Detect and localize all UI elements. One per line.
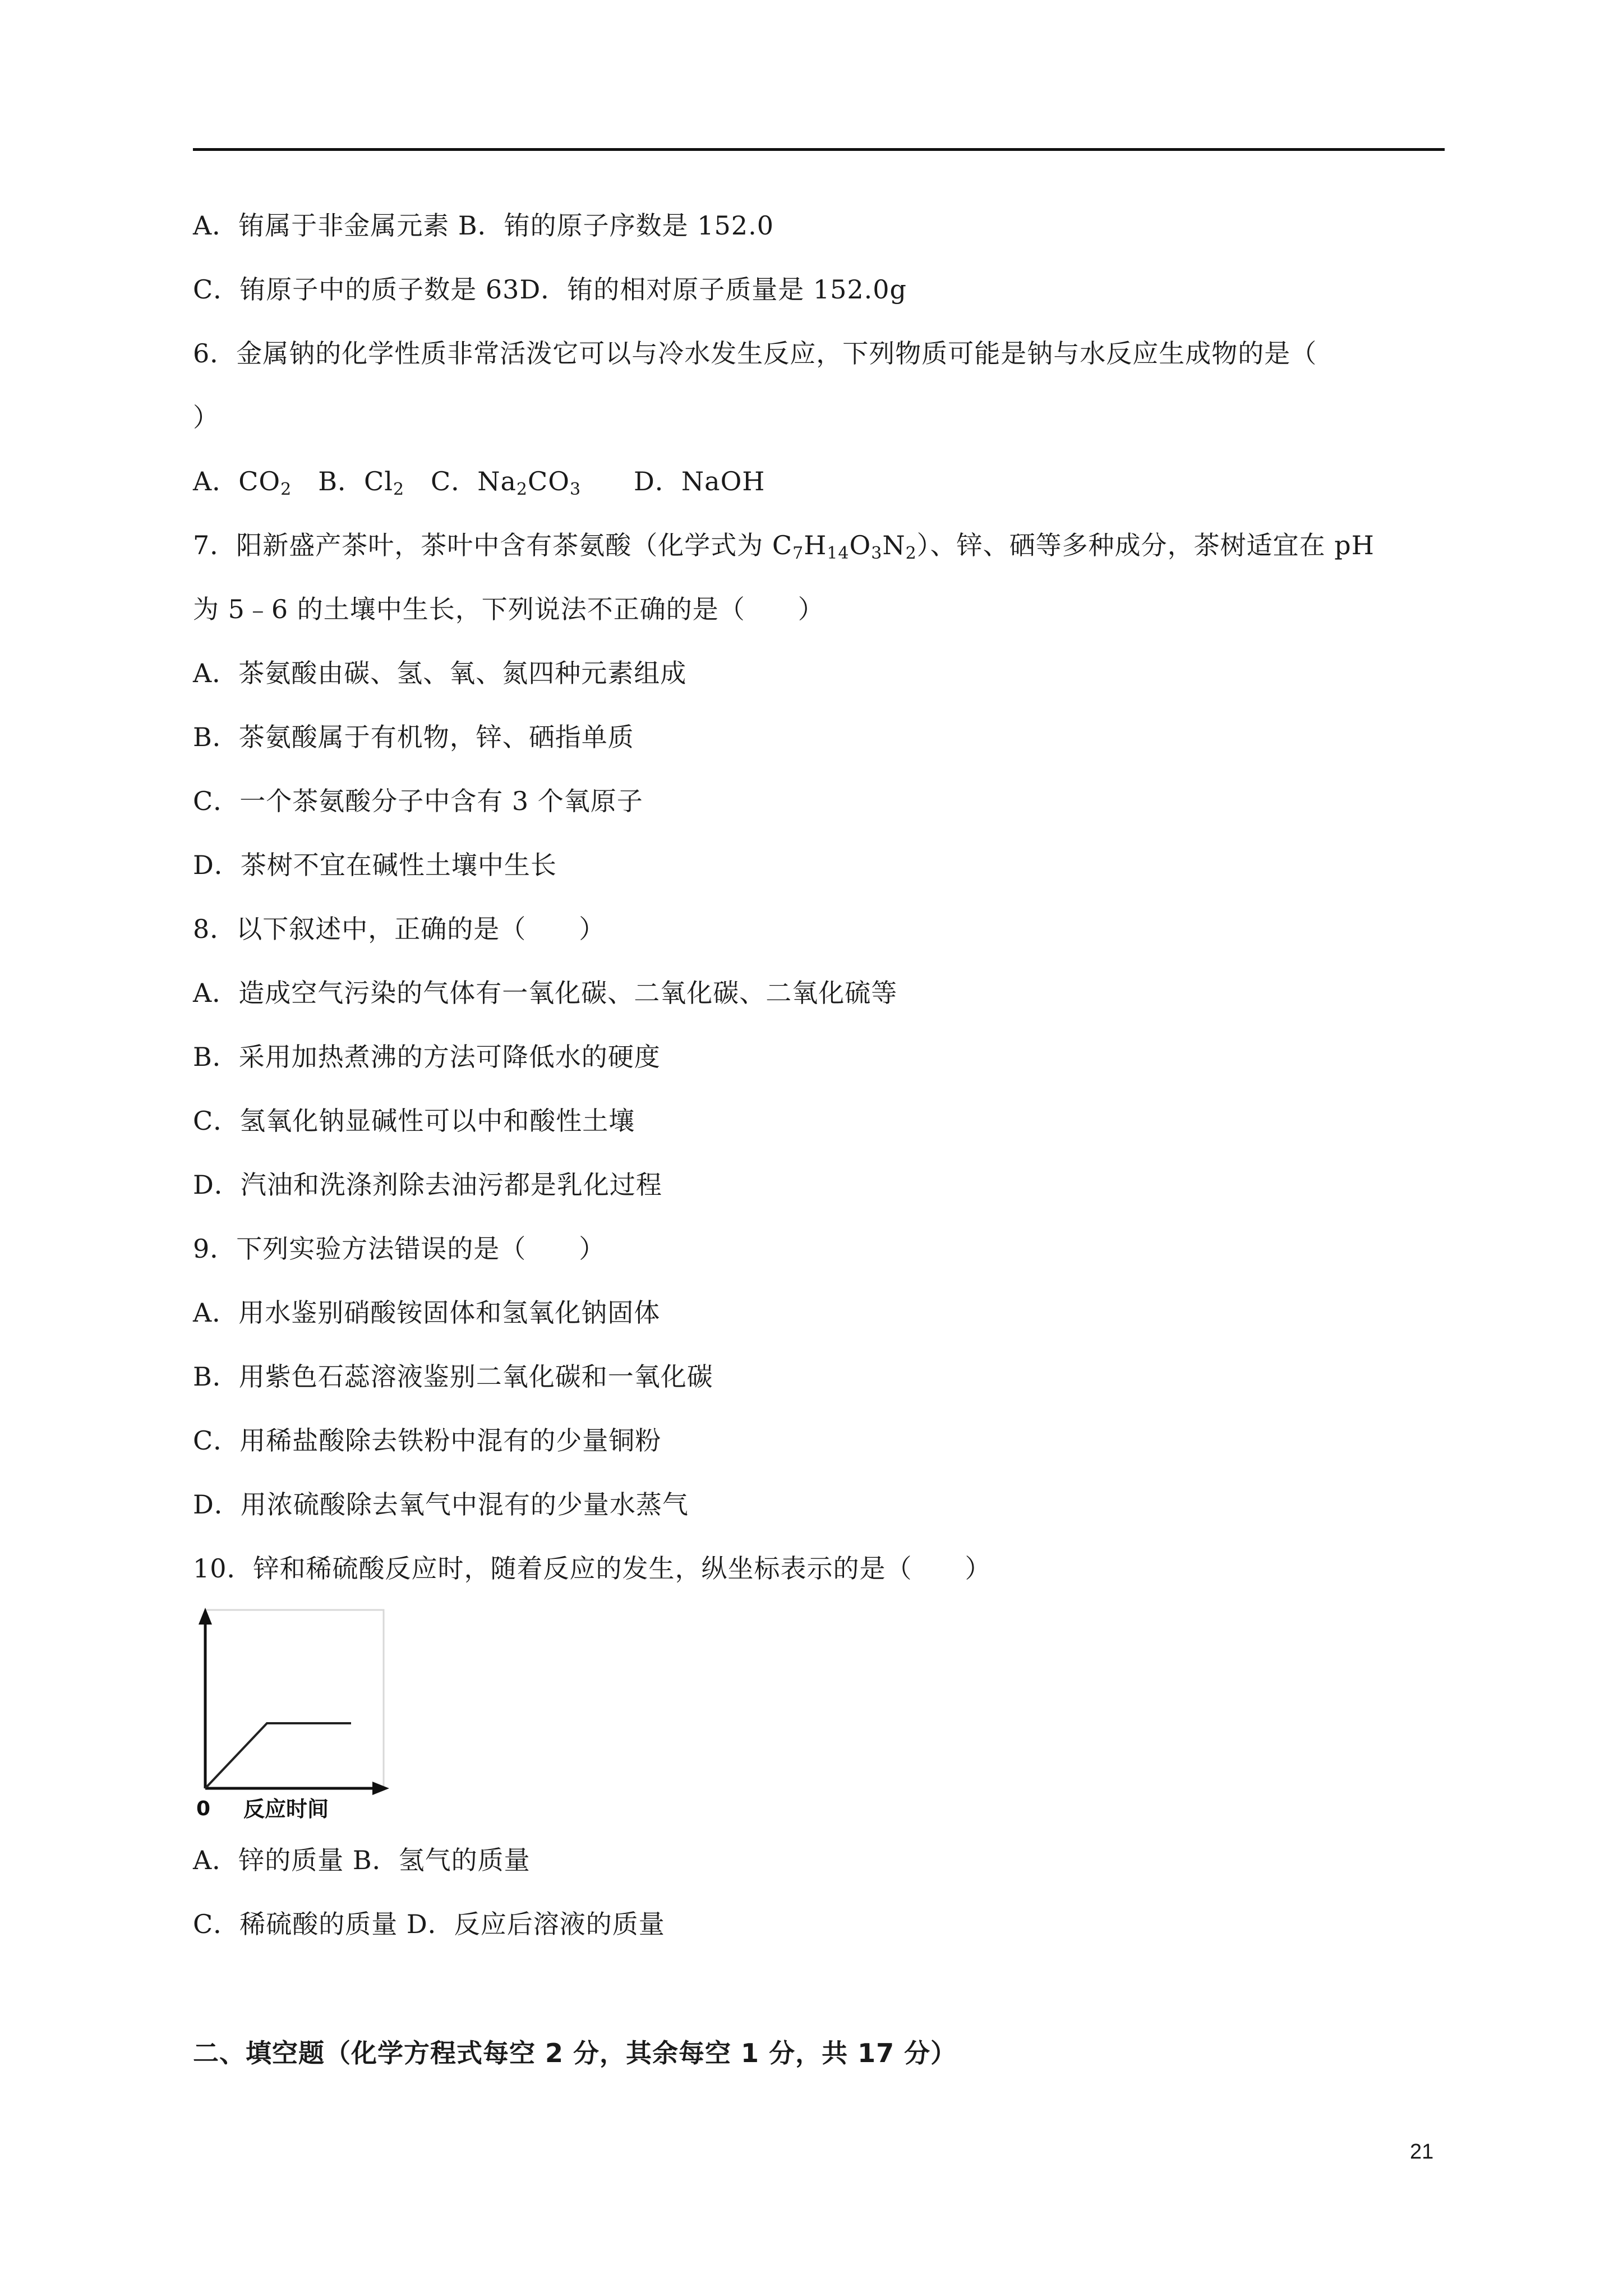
q7-option-a: A．茶氨酸由碳、氢、氧、氮四种元素组成: [193, 658, 687, 688]
q7-stem: 7．阳新盛产茶叶，茶叶中含有茶氨酸（化学式为 $C_7H_{14}O_3N_2$）、锌、硒等多种成分，茶树适宜在 pH: [193, 530, 1375, 563]
q8-option-a: A．造成空气污染的气体有一氧化碳、二氧化碳、二氧化硫等: [193, 978, 898, 1008]
q9-option-c: C．用稀盐酸除去铁粉中混有的少量铜粉: [193, 1425, 662, 1456]
reaction-curve: [205, 1723, 351, 1788]
q9-stem: 9．下列实验方法错误的是（ ）: [193, 1234, 606, 1264]
q10-stem: 10．锌和稀硫酸反应时，随着反应的发生，纵坐标表示的是（ ）: [193, 1553, 992, 1584]
q7-option-d: D．茶树不宜在碱性土壤中生长: [193, 850, 557, 880]
x-axis-arrow: [372, 1782, 389, 1795]
q8-option-d: D．汽油和洗涤剂除去油污都是乳化过程: [193, 1170, 662, 1200]
q9-option-d: D．用浓硫酸除去氧气中混有的少量水蒸气: [193, 1489, 689, 1520]
q5-options-ab: A．铕属于非金属元素 B．铕的原子序数是 152.0: [193, 210, 774, 241]
q8-stem: 8．以下叙述中，正确的是（ ）: [193, 914, 606, 944]
q8-option-b: B．采用加热煮沸的方法可降低水的硬度: [193, 1042, 661, 1072]
section-heading: 二、填空题（化学方程式每空 2 分，其余每空 1 分，共 17 分）: [193, 2038, 957, 2068]
origin-label: 0: [196, 1797, 211, 1820]
q8-option-c: C．氢氧化钠显碱性可以中和酸性土壤: [193, 1106, 635, 1136]
q9-option-b: B．用紫色石蕊溶液鉴别二氧化碳和一氧化碳: [193, 1361, 713, 1392]
q7-stem-cont: 为 5﹣6 的土壤中生长，下列说法不正确的是（ ）: [193, 594, 824, 624]
reaction-graph: [190, 1605, 391, 1824]
q7-option-b: B．茶氨酸属于有机物，锌、硒指单质: [193, 722, 634, 752]
header-rule: [193, 148, 1445, 151]
q9-option-a: A．用水鉴别硝酸铵固体和氢氧化钠固体: [193, 1297, 661, 1328]
q10-options-ab: A．锌的质量 B．氢气的质量: [193, 1845, 531, 1875]
page-number: 21: [1410, 2140, 1434, 2164]
q6-options: A．$CO_2$ B．$Cl_2$ C．$Na_2CO_3$ D．NaOH: [193, 466, 766, 499]
q6-stem: 6．金属钠的化学性质非常活泼它可以与冷水发生反应，下列物质可能是钠与水反应生成物的是（: [193, 338, 1317, 369]
q10-options-cd: C．稀硫酸的质量 D．反应后溶液的质量: [193, 1909, 665, 1939]
x-axis-label: 反应时间: [243, 1797, 329, 1821]
q6-stem-close: ）: [193, 402, 219, 432]
q7-option-c: C．一个茶氨酸分子中含有 3 个氧原子: [193, 786, 643, 816]
q5-options-cd: C．铕原子中的质子数是 63D．铕的相对原子质量是 152.0g: [193, 274, 907, 305]
